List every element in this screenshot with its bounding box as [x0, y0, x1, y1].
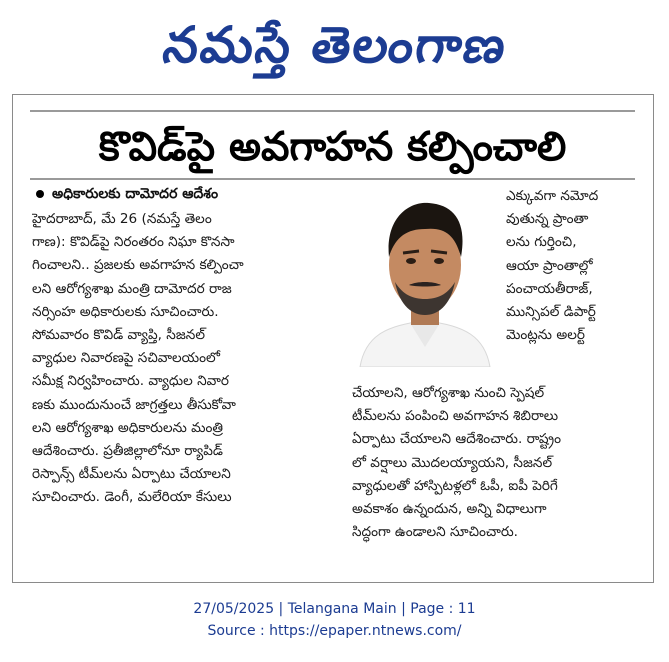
top-divider [30, 110, 635, 112]
text-line: గాణ): కొవిడ్‌పై నిరంతరం నిఘా కొనసా [32, 234, 235, 251]
text-line: లను గుర్తించి, [506, 234, 577, 251]
text-line: ఆయా ప్రాంతాల్లో [506, 257, 593, 274]
source-footer [0, 598, 669, 642]
text-line: లని ఆరోగ్యశాఖ అధికారులను మంత్రి [32, 419, 224, 436]
article-body-right-top [506, 185, 638, 347]
portrait-image [355, 187, 495, 367]
text-line: గించాలని.. ప్రజలకు అవగాహన కల్పించా [32, 257, 244, 274]
masthead [0, 0, 669, 92]
publication-info: 27/05/2025 | Telangana Main | Page : 11 [193, 601, 476, 617]
newspaper-title: నమస్తే తెలంగాణ [159, 16, 512, 74]
subheading-text: అధికారులకు దామోదర ఆదేశం [52, 186, 219, 202]
text-line: టీమ్‌లను పంపించి అవగాహన శిబిరాలు [352, 408, 559, 425]
text-line: ణకు ముందునుంచే జాగ్రత్తలు తీసుకోవా [32, 396, 236, 413]
article-body-right-bottom [352, 382, 640, 544]
text-line: లని ఆరోగ్యశాఖ మంత్రి దామోదర రాజ [32, 280, 232, 297]
text-line: ఆదేశించారు. ప్రతీజిల్లాలోనూ ర్యాపిడ్ [32, 443, 223, 460]
text-line: వ్యాధులతో హాస్పిటళ్లలో ఓపీ, ఐపీ పెరిగే [352, 477, 558, 494]
bullet-icon [36, 190, 44, 198]
text-line: మెంట్లను అలర్ట్ [506, 327, 585, 344]
text-line: రెస్పాన్స్ టీమ్‌లను ఏర్పాటు చేయాలని [32, 466, 231, 483]
text-line: సమీక్ష నిర్వహించారు. వ్యాధుల నివార [32, 373, 229, 390]
text-line: సూచించారు. డెంగీ, మలేరియా కేసులు [32, 489, 232, 506]
newspaper-logo [110, 4, 559, 82]
text-line: వ్యాధుల నివారణపై సచివాలయంలో [32, 350, 220, 367]
text-line: సోమవారం కొవిడ్ వ్యాప్తి, సీజనల్ [32, 327, 205, 344]
text-line: మున్సిపల్ డిపార్ట్ [506, 304, 596, 321]
article-headline: కొవిడ్‌పై అవగాహన కల్పించాలి [98, 124, 567, 170]
article-body-left [32, 208, 350, 510]
article-subheading [36, 184, 356, 204]
minister-photo [355, 187, 495, 367]
text-line: లో వర్షాలు మొదలయ్యాయని, సీజనల్ [352, 454, 553, 471]
text-line: పంచాయతీరాజ్, [506, 280, 593, 297]
headline-divider [30, 178, 635, 180]
text-line: ఏర్పాటు చేయాలని ఆదేశించారు. రాష్ట్రం [352, 431, 562, 448]
text-line: ఎక్కువగా నమోద [506, 188, 599, 204]
text-line: అవకాశం ఉన్నందున, అన్ని విధాలుగా [352, 501, 547, 518]
text-line: హైదరాబాద్, మే 26 (నమస్తే తెలం [32, 211, 212, 227]
text-line: నర్సింహ అధికారులకు సూచించారు. [32, 303, 219, 320]
text-line: సిద్ధంగా ఉండాలని సూచించారు. [352, 524, 518, 541]
source-link[interactable]: Source : https://epaper.ntnews.com/ [207, 623, 462, 639]
text-line: చేయాలని, ఆరోగ్యశాఖ నుంచి స్పెషల్ [352, 385, 545, 401]
text-line: వుతున్న ప్రాంతా [506, 211, 589, 228]
